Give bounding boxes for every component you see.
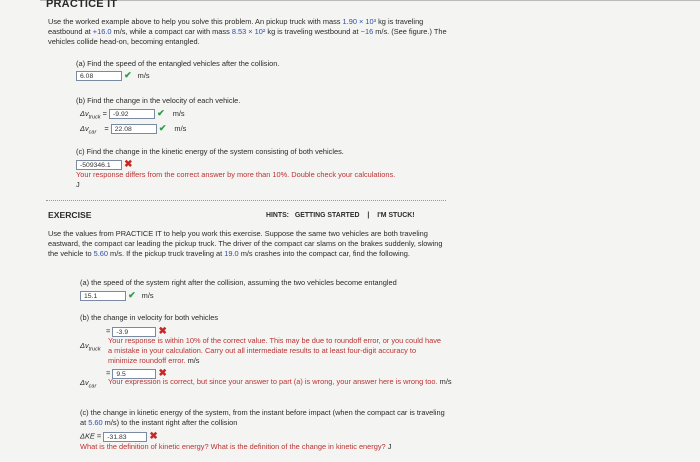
- delta-v-truck-label: $\Delta v_{truck}$: [80, 341, 101, 353]
- cross-icon: ✖: [158, 368, 167, 379]
- practice-c-feedback: Your response differs from the correct answer by more than 10%. Double check your calculations.: [76, 170, 396, 179]
- practice-problem-segment: kg is traveling westbound at: [265, 26, 361, 36]
- exercise-b-car-input[interactable]: 9.5: [112, 369, 156, 379]
- cross-icon: ✖: [158, 326, 167, 337]
- exercise-b-truck-input[interactable]: -3.9: [112, 327, 156, 337]
- practice-problem-segment: −16: [360, 26, 374, 36]
- practice-b-car-unit: m/s: [174, 124, 187, 134]
- hints-separator: |: [367, 212, 370, 219]
- delta-v-truck-label: $\Delta v_{truck}$: [80, 108, 101, 121]
- check-icon: ✔: [158, 123, 167, 133]
- practice-b-truck-input[interactable]: -9.92: [109, 109, 155, 119]
- delta-ke-label: ΔKE: [80, 431, 95, 441]
- exercise-c-input[interactable]: -31.83: [103, 432, 147, 442]
- practice-problem-segment: Use the worked example above to help you solve this problem. An pickup truck with mass: [48, 17, 343, 26]
- exercise-a-question: (a) the speed of the system right after the collision, assuming the two vehicles become entangled: [80, 278, 397, 287]
- top-divider: [40, 0, 700, 1]
- practice-problem-segment: 1.90 × 10³: [342, 17, 377, 26]
- check-icon: ✔: [157, 108, 165, 118]
- practice-problem-segment: kg is traveling eastbound at: [48, 17, 424, 36]
- practice-b-truck-unit: m/s: [172, 109, 185, 119]
- exercise-a-answer-row: [80, 290, 154, 302]
- practice-a-question: (a) Find the speed of the entangled vehicles after the collision.: [76, 59, 280, 68]
- exercise-c-feedback: What is the definition of kinetic energy? What is the definition of the change in kinetic energy?: [80, 442, 386, 451]
- exercise-problem-text: [48, 229, 448, 258]
- exercise-title: EXERCISE: [48, 210, 92, 220]
- exercise-c-feedback-row: [80, 442, 391, 452]
- hints-label: HINTS:: [266, 212, 289, 219]
- hints-bar: [266, 211, 415, 220]
- check-icon: ✔: [124, 70, 132, 80]
- exercise-b-truck-unit: m/s: [187, 355, 200, 365]
- practice-a-answer-row: [76, 70, 150, 82]
- exercise-b-car-feedback: Your expression is correct, but since your answer to part (a) is wrong, your answer here is wrong too. m/s: [108, 377, 452, 386]
- exercise-b-truck-feedback: Your response is within 10% of the correct value. This may be due to roundoff error, or you could have a mistake in your calculation. Carry out all intermediate results to at least four-digit accuracy to minimize roundoff error. m/s: [108, 336, 442, 365]
- practice-problem-segment: m/s, while a compact car with mass: [111, 26, 232, 36]
- delta-v-car-label: $\Delta v_{car}$: [80, 123, 97, 136]
- delta-v-car-label: $\Delta v_{car}$: [80, 378, 97, 390]
- practice-problem-text: [48, 17, 448, 46]
- practice-b-car-input[interactable]: 22.08: [111, 124, 157, 134]
- practice-problem-segment: +16.0: [92, 26, 112, 36]
- practice-problem-segment: 8.53 × 10²: [231, 26, 266, 36]
- exercise-b-question: (b) the change in velocity for both vehicles: [80, 313, 219, 322]
- exercise-problem-segment: 5.60: [93, 248, 108, 258]
- practice-b-truck-row: $\Delta v_{truck} = -9.92$ ✔ m/s: [80, 108, 185, 121]
- exercise-problem-segment: Use the values from PRACTICE IT to help you work this exercise. Suppose the same two vehicles are both traveling eastward, the compact car leading the pickup truck. The driver of the compact car slams on the brakes suddenly, slowing the vehicle to: [48, 229, 443, 258]
- practice-c-question: (c) Find the change in the kinetic energy of the system consisting of both vehicles.: [76, 147, 344, 156]
- check-icon: ✔: [128, 290, 136, 300]
- exercise-c-unit: J: [387, 442, 392, 451]
- practice-c-input[interactable]: -509346.1: [76, 160, 122, 170]
- exercise-a-input[interactable]: 15.1: [80, 291, 126, 301]
- practice-c-unit: J: [76, 180, 80, 189]
- cross-icon: ✖: [124, 159, 133, 170]
- exercise-problem-segment: 19.0: [224, 248, 239, 258]
- im-stuck-link[interactable]: I'M STUCK!: [377, 212, 415, 219]
- practice-title: PRACTICE IT: [46, 0, 118, 10]
- cross-icon: ✖: [149, 431, 158, 442]
- exercise-c-question: (c) the change in kinetic energy of the system, from the instant before impact (when the compact car is traveling at 5.60 m/s) to the instant right after the collision: [80, 408, 445, 427]
- exercise-a-unit: m/s: [141, 291, 154, 301]
- practice-a-input[interactable]: 6.08: [76, 71, 122, 81]
- practice-problem-segment: m/s. (See figure.) The vehicles collide head-on, becoming entangled.: [48, 26, 447, 46]
- equals-sign: =: [106, 326, 111, 336]
- exercise-b-car-unit: m/s: [439, 377, 452, 386]
- equals-sign: =: [96, 431, 102, 441]
- practice-a-unit: m/s: [137, 71, 150, 81]
- exercise-problem-segment: m/s. If the pickup truck traveling at: [108, 248, 225, 258]
- practice-b-car-row: $\Delta v_{car} = 22.08$ ✔ m/s: [80, 123, 187, 136]
- equals-sign: =: [106, 368, 111, 378]
- section-divider: [46, 200, 446, 201]
- getting-started-link[interactable]: GETTING STARTED: [294, 212, 360, 219]
- practice-b-question: (b) Find the change in the velocity of each vehicle.: [76, 96, 241, 105]
- exercise-problem-segment: m/s crashes into the compact car, find the following.: [238, 248, 410, 258]
